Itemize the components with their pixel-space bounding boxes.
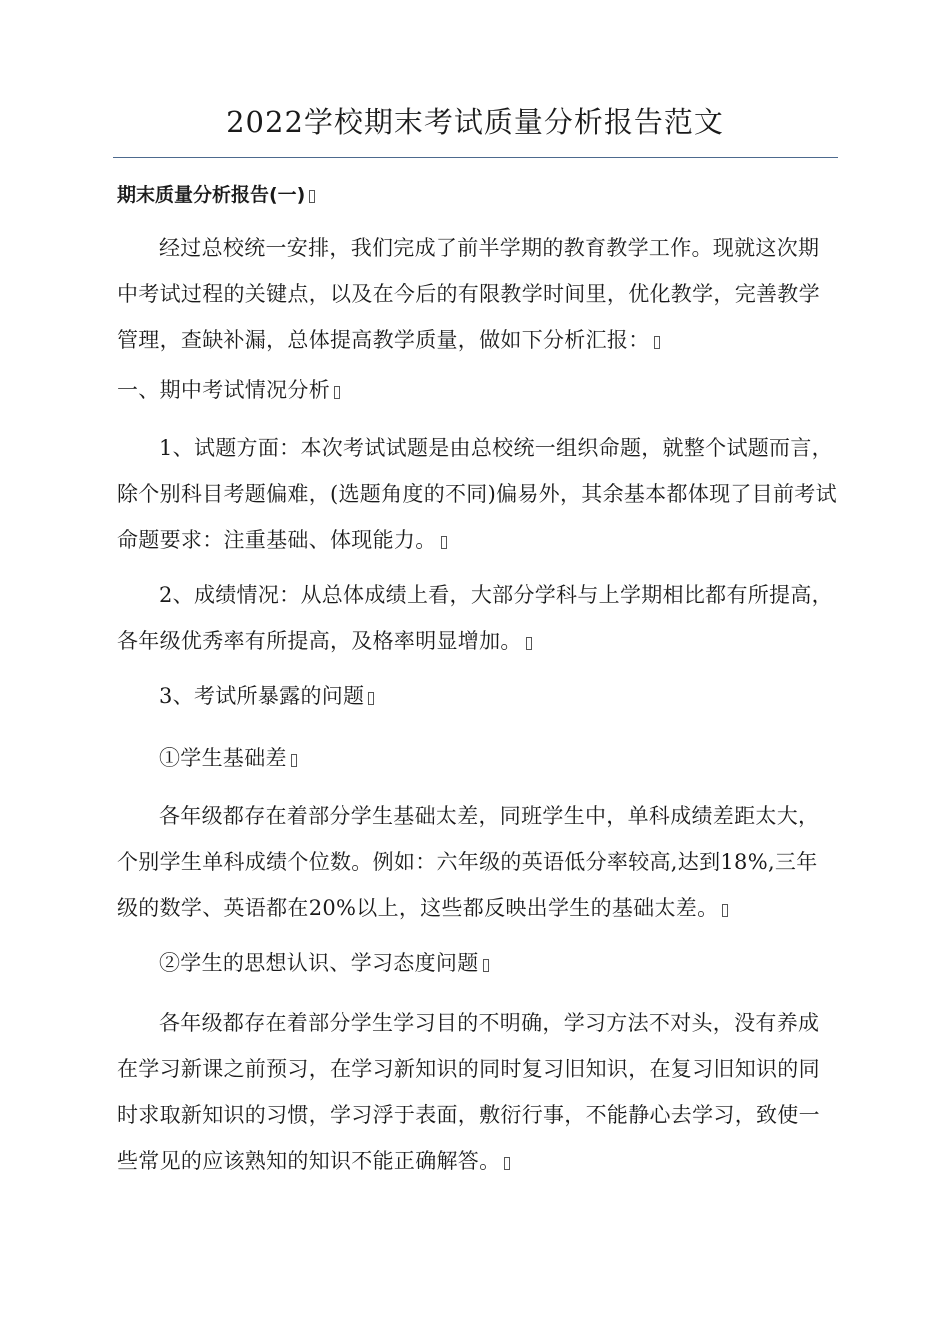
item-1-text: 1、试题方面：本次考试试题是由总校统一组织命题，就整个试题而言，除个别科目考题偏难，(选题角度的不同)偏易外，其余基本都体现了目前考试命题要求：注重基础、体现能力。	[117, 436, 837, 552]
paragraph-mark-icon	[368, 692, 374, 705]
intro-paragraph	[117, 225, 837, 363]
item-3-paragraph	[117, 673, 837, 719]
section-heading-text: 期末质量分析报告(一)	[117, 184, 306, 206]
paragraph-mark-icon	[722, 904, 728, 917]
paragraph-mark-icon	[504, 1157, 510, 1170]
paragraph-mark-icon	[483, 959, 489, 972]
title-divider	[113, 157, 838, 158]
sub-1-body	[117, 793, 837, 931]
sub-2-body-text: 各年级都存在着部分学生学习目的不明确，学习方法不对头，没有养成在学习新课之前预习，在学习新知识的同时复习旧知识，在复习旧知识的同时求取新知识的习惯，学习浮于表面，敷衍行事，不能静心去学习，致使一些常见的应该熟知的知识不能正确解答。	[117, 1011, 820, 1173]
sub-1-heading-text: ①学生基础差	[159, 746, 287, 770]
paragraph-mark-icon	[526, 637, 532, 650]
item-3-text: 3、考试所暴露的问题	[159, 684, 365, 708]
intro-text: 经过总校统一安排，我们完成了前半学期的教育教学工作。现就这次期中考试过程的关键点，以及在今后的有限教学时间里，优化教学，完善教学管理，查缺补漏，总体提高教学质量，做如下分析汇报：	[117, 236, 820, 352]
paragraph-mark-icon	[334, 386, 340, 399]
sub-2-body	[117, 1000, 837, 1184]
section-heading	[117, 180, 315, 210]
item-2-paragraph	[117, 572, 837, 664]
sub-2-heading	[117, 940, 837, 986]
sub-2-heading-text: ②学生的思想认识、学习态度问题	[159, 951, 479, 975]
paragraph-mark-icon	[309, 190, 315, 203]
sub-1-heading	[117, 735, 837, 781]
item-1-paragraph	[117, 425, 837, 563]
heading-one	[117, 367, 837, 413]
heading-one-text: 一、期中考试情况分析	[117, 378, 330, 402]
paragraph-mark-icon	[291, 754, 297, 767]
document-title: 2022学校期末考试质量分析报告范文	[226, 105, 724, 139]
item-2-text: 2、成绩情况：从总体成绩上看，大部分学科与上学期相比都有所提高，各年级优秀率有所提高，及格率明显增加。	[117, 583, 833, 653]
paragraph-mark-icon	[441, 536, 447, 549]
paragraph-mark-icon	[654, 336, 660, 349]
sub-1-body-text: 各年级都存在着部分学生基础太差，同班学生中，单科成绩差距太大，个别学生单科成绩个位数。例如：六年级的英语低分率较高,达到18%,三年级的数学、英语都在20%以上，这些都反映出学生的基础太差。	[117, 804, 820, 920]
